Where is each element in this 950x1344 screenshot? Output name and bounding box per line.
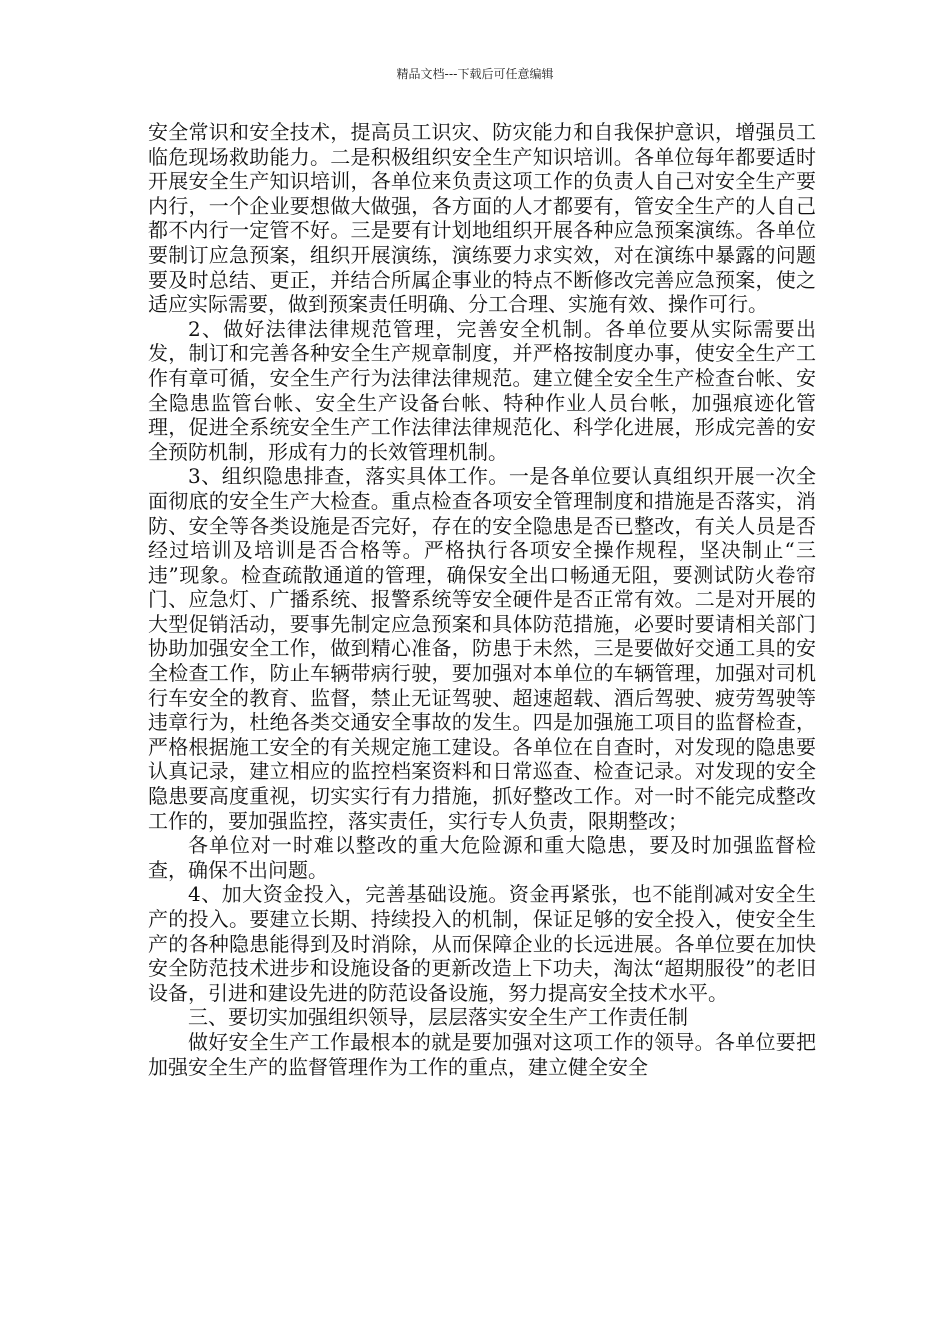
paragraph-5: 4、加大资金投入，完善基础设施。资金再紧张，也不能削减对安全生产的投入。要建立长期、持续投入的机制，保证足够的安全投入，使安全生产的各种隐患能得到及时消除，从而保障企业的长远进展。各单位要在加快安全防范技术进步和设施设备的更新改造上下功夫，淘汰“超期服役”的老旧设备，引进和建设先进的防范设备设施，努力提高安全技术水平。 (148, 882, 816, 1005)
section-heading: 三、要切实加强组织领导，层层落实安全生产工作责任制 (188, 1005, 688, 1030)
paragraph-2: 2、做好法律法律规范管理，完善安全机制。各单位要从实际需要出发，制订和完善各种安全生产规章制度，并严格按制度办事，使安全生产工作有章可循，安全生产行为法律法律规范。建立健全安全生产检查台帐、安全隐患监管台帐、安全生产设备台帐、特种作业人员台帐，加强痕迹化管理，促进全系统安全生产工作法律法律规范化、科学化进展，形成完善的安全预防机制，形成有力的长效管理机制。 (148, 316, 816, 464)
paragraph-1: 安全常识和安全技术，提高员工识灾、防灾能力和自我保护意识，增强员工临危现场救助能力。二是积极组织安全生产知识培训。各单位每年都要适时开展安全生产知识培训，各单位来负责这项工作的负责人自己对安全生产要内行，一个企业要想做大做强，各方面的人才都要有，管安全生产的人自己都不内行一定管不好。三是要有计划地组织开展各种应急预案演练。各单位要制订应急预案，组织开展演练，演练要力求实效，对在演练中暴露的问题要及时总结、更正，并结合所属企事业的特点不断修改完善应急预案，使之适应实际需要，做到预案责任明确、分工合理、实施有效、操作可行。 (148, 120, 816, 317)
paragraph-6: 做好安全生产工作最根本的就是要加强对这项工作的领导。各单位要把加强安全生产的监督管理作为工作的重点，建立健全安全 (148, 1029, 816, 1079)
page-header: 精品文档---下载后可任意编辑 (396, 67, 554, 81)
paragraph-3: 3、组织隐患排查，落实具体工作。一是各单位要认真组织开展一次全面彻底的安全生产大检查。重点检查各项安全管理制度和措施是否落实，消防、安全等各类设施是否完好，存在的安全隐患是否已整改，有关人员是否经过培训及培训是否合格等。严格执行各项安全操作规程，坚决制止“三违”现象。检查疏散通道的管理，确保安全出口畅通无阻，要测试防火卷帘门、应急灯、广播系统、报警系统等安全硬件是否正常有效。二是对开展的大型促销活动，要事先制定应急预案和具体防范措施，必要时要请相关部门协助加强安全工作，做到精心准备，防患于未然，三是要做好交通工具的安全检查工作，防止车辆带病行驶，要加强对本单位的车辆管理，加强对司机行车安全的教育、监督，禁止无证驾驶、超速超载、酒后驾驶、疲劳驾驶等违章行为，杜绝各类交通安全事故的发生。四是加强施工项目的监督检查，严格根据施工安全的有关规定施工建设。各单位在自查时，对发现的隐患要认真记录，建立相应的监控档案资料和日常巡查、检查记录。对发现的安全隐患要高度重视，切实实行有力措施，抓好整改工作。对一时不能完成整改工作的，要加强监控，落实责任，实行专人负责，限期整改； (148, 464, 816, 833)
paragraph-4: 各单位对一时难以整改的重大危险源和重大隐患，要及时加强监督检查，确保不出问题。 (148, 833, 816, 882)
document-body (148, 120, 816, 1079)
